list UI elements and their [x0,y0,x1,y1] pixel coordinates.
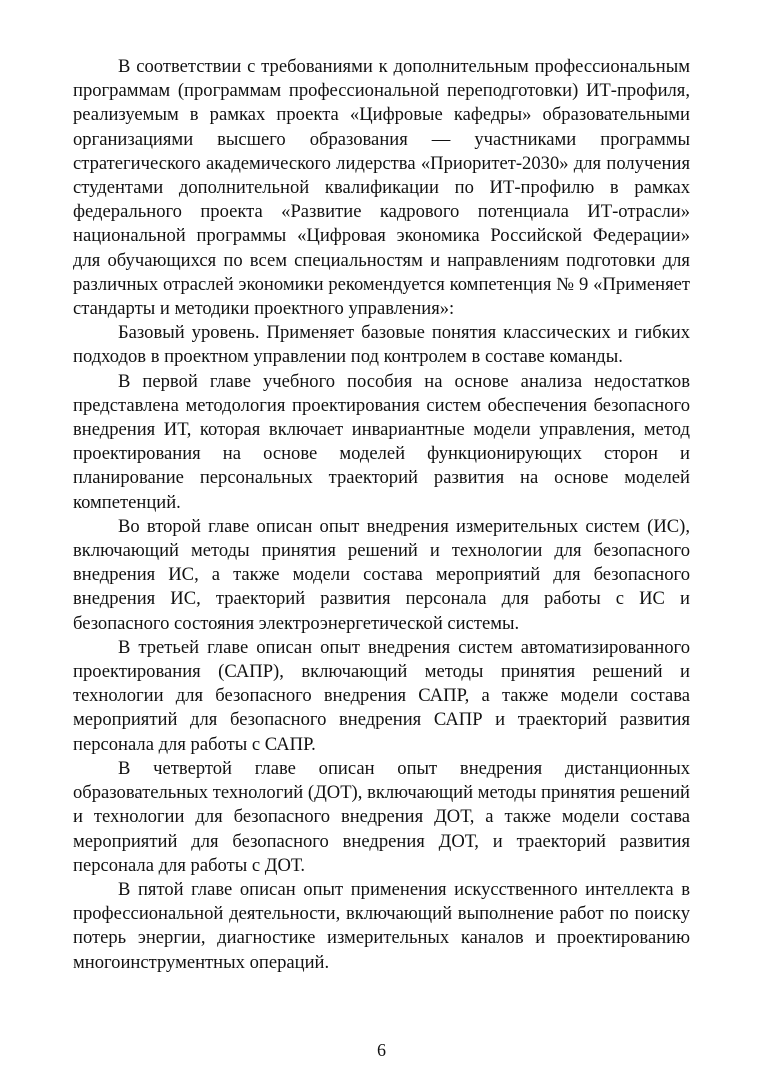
paragraph-basic-level: Базовый уровень. Применяет базовые понятия классических и гибких подходов в проектном управлении под контролем в составе команды. [73,322,690,368]
paragraph-chapter-2: Во второй главе описан опыт внедрения измерительных систем (ИС), включающий методы принятия решений и технологии для безопасного внедрения ИС, а также модели состава мероприятий для безопасного внедрения ИС, траекторий развития персонала для работы с ИС и безопасного состояния электроэнергетической системы. [73,515,690,634]
paragraph-chapter-4: В четвертой главе описан опыт внедрения дистанционных образовательных технологий (ДОТ), включающий методы принятия решений и технологии для безопасного внедрения ДОТ, а также модели состава мероприятий для безопасного внедрения ДОТ, и траекторий развития персонала для работы с ДОТ. [73,757,690,876]
paragraph-chapter-1: В первой главе учебного пособия на основе анализа недостатков представлена методология проектирования систем обеспечения безопасного внедрения ИТ, которая включает инвариантные модели управления, метод проектирования на основе моделей функционирующих сторон и планирование персональных траекторий развития на основе моделей компетенций. [73,370,690,513]
paragraph-competency-intro: В соответствии с требованиями к дополнительным профессиональным программам (программам профессиональной переподготовки) ИТ-профиля, реализуемым в рамках проекта «Цифровые кафедры» образовательными организациями высшего образования — участниками программы стратегического академического лидерства «Приоритет-2030» для получения студентами дополнительной квалификации по ИТ-профилю в рамках федерального проекта «Развитие кадрового потенциала ИТ-отрасли» национальной программы «Цифровая экономика Российской Федерации» для обучающихся по всем специальностям и направлениям подготовки для различных отраслей экономики рекомендуется компетенция № 9 «Применяет стандарты и методики проектного управления»: [73,56,690,320]
paragraph-chapter-5: В пятой главе описан опыт применения искусственного интеллекта в профессиональной деятельности, включающий выполнение работ по поиску потерь энергии, диагностике измерительных каналов и проектированию многоинструментных операций. [73,878,690,973]
document-page [73,55,690,975]
paragraph-chapter-3: В третьей главе описан опыт внедрения систем автоматизированного проектирования (САПР), включающий методы принятия решений и технологии для безопасного внедрения САПР, а также модели состава мероприятий для безопасного внедрения САПР и траекторий развития персонала для работы с САПР. [73,636,690,755]
page-number: 6 [377,1040,386,1060]
